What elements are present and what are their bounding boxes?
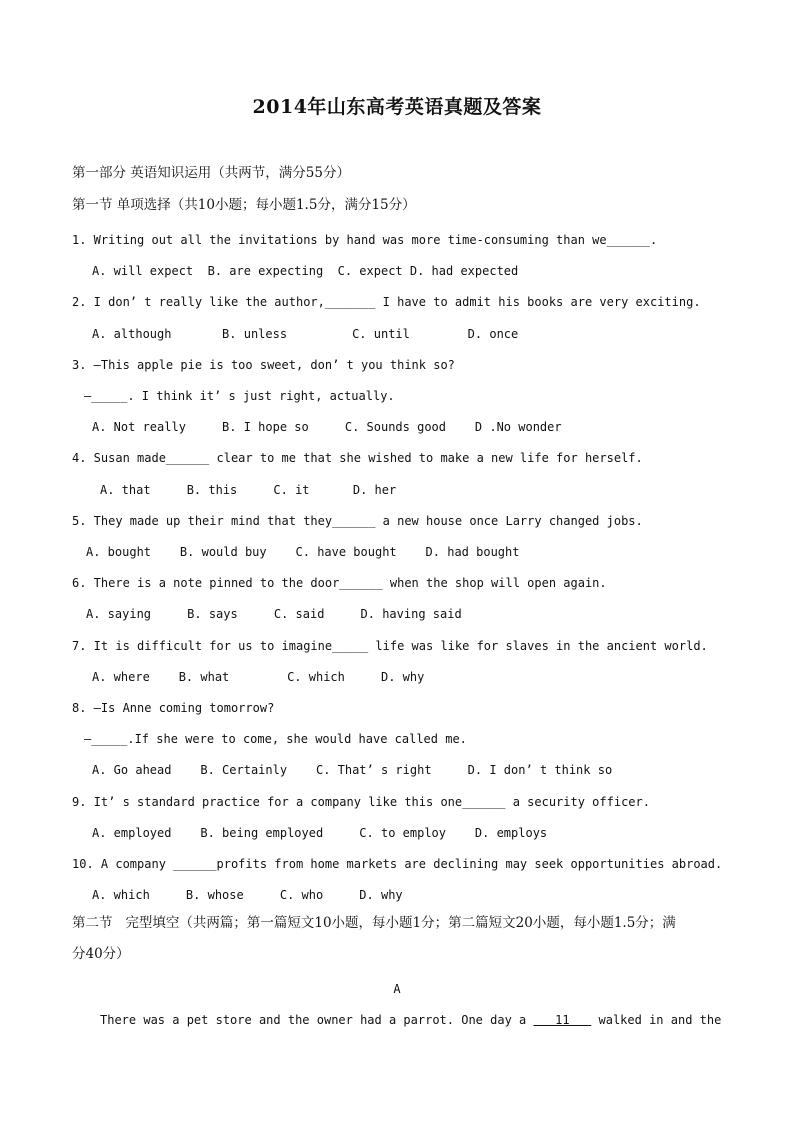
question-6-options: A. saying B. says C. said D. having said — [86, 607, 462, 621]
passage-first-line — [100, 1012, 721, 1028]
passage-blank-11: 11 — [533, 1013, 592, 1027]
question-8-stem: 8. —Is Anne coming tomorrow? — [72, 701, 275, 715]
question-9-options: A. employed B. being employed C. to employ D. employs — [92, 826, 548, 840]
section-2-heading-line-1: 第二节 完型填空（共两篇；第一篇短文10小题，每小题1分；第二篇短文20小题，每小题1.5分；满 — [72, 915, 676, 931]
passage-label: A — [393, 982, 401, 996]
question-3-options: A. Not really B. I hope so C. Sounds good D .No wonder — [92, 420, 562, 434]
passage-text-before: There was a pet store and the owner had a parrot. One day a — [100, 1013, 534, 1027]
question-5-stem: 5. They made up their mind that they______ a new house once Larry changed jobs. — [72, 514, 643, 528]
question-8-options: A. Go ahead B. Certainly C. That’ s right D. I don’ t think so — [92, 763, 613, 777]
question-4-stem: 4. Susan made______ clear to me that she wished to make a new life for herself. — [72, 451, 643, 465]
document-title: 2014年山东高考英语真题及答案 — [252, 96, 542, 118]
question-5-options: A. bought B. would buy C. have bought D. had bought — [86, 545, 520, 559]
question-9-stem: 9. It’ s standard practice for a company like this one______ a security officer. — [72, 795, 650, 809]
question-8-reply: —_____.If she were to come, she would have called me. — [84, 732, 467, 746]
question-2-options: A. although B. unless C. until D. once — [92, 327, 519, 341]
section-heading: 第一节 单项选择（共10小题；每小题1.5分，满分15分） — [72, 197, 416, 213]
question-10-options: A. which B. whose C. who D. why — [92, 888, 403, 902]
question-2-stem: 2. I don’ t really like the author,_______ I have to admit his books are very exciting. — [72, 295, 701, 309]
question-10-stem: 10. A company ______profits from home markets are declining may seek opportunities abroad. — [72, 857, 723, 871]
question-3-stem: 3. —This apple pie is too sweet, don’ t you think so? — [72, 358, 455, 372]
question-4-options: A. that B. this C. it D. her — [100, 483, 397, 497]
question-3-reply: —_____. I think it’ s just right, actually. — [84, 389, 395, 403]
passage-text-after: walked in and the — [591, 1013, 722, 1027]
question-1-stem: 1. Writing out all the invitations by hand was more time-consuming than we______. — [72, 233, 658, 247]
question-7-options: A. where B. what C. which D. why — [92, 670, 425, 684]
question-6-stem: 6. There is a note pinned to the door______ when the shop will open again. — [72, 576, 607, 590]
part-heading: 第一部分 英语知识运用（共两节，满分55分） — [72, 165, 350, 181]
question-1-options: A. will expect B. are expecting C. expect D. had expected — [92, 264, 519, 278]
question-7-stem: 7. It is difficult for us to imagine_____ life was like for slaves in the ancient world. — [72, 639, 708, 653]
section-2-heading-line-2: 分40分） — [72, 946, 130, 962]
